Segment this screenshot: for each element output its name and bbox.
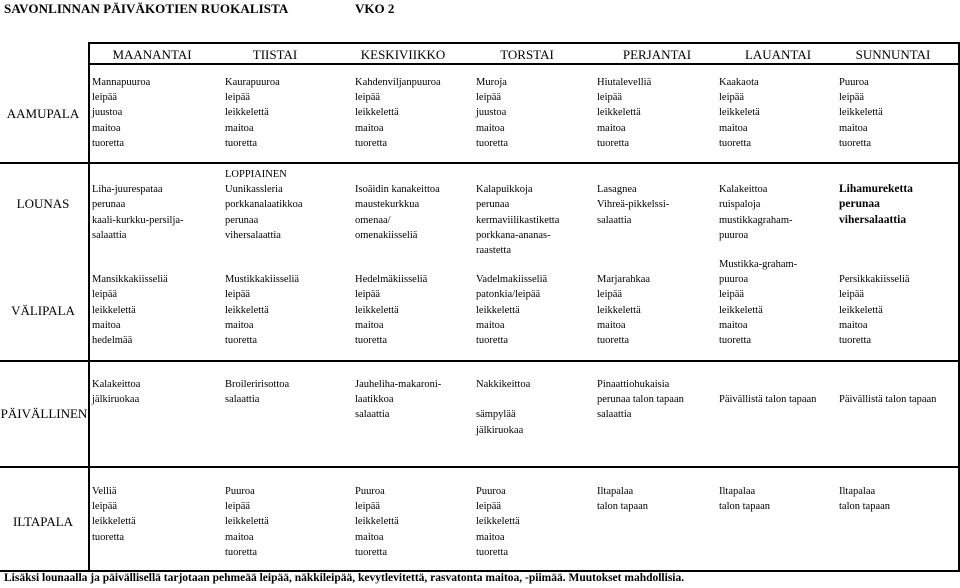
- menu-item: vihersalaattia: [225, 229, 281, 241]
- valipala-tuesday: [225, 257, 299, 348]
- menu-item: Vadelmakiisseliä: [476, 274, 548, 286]
- menu-item: salaattia: [92, 229, 127, 241]
- day-header-monday: MAANANTAI: [112, 47, 192, 62]
- menu-item: kaali-kurkku-persilja-: [92, 214, 184, 226]
- menu-item: tuoretta: [92, 137, 125, 149]
- paivallinen-wednesday: [355, 377, 441, 423]
- menu-item: [597, 167, 669, 182]
- menu-item: talon tapaan: [597, 501, 649, 513]
- iltapala-monday: [92, 484, 136, 545]
- menu-item: tuoretta: [597, 137, 630, 149]
- menu-item: perunaa talon tapaan: [597, 394, 684, 406]
- menu-item: leikkelettä: [476, 304, 520, 316]
- menu-item: [476, 257, 547, 272]
- valipala-monday: [92, 257, 168, 348]
- menu-item: leipää: [92, 289, 118, 301]
- menu-item: leikkelettä: [355, 304, 399, 316]
- menu-item: leikkelettä: [597, 304, 641, 316]
- aamupala-wednesday: [355, 75, 441, 151]
- menu-item: Nakkikeittoa: [476, 379, 531, 390]
- menu-item: maitoa: [355, 531, 384, 543]
- menu-item: Puuroa: [355, 486, 385, 497]
- menu-item: leipää: [719, 92, 745, 104]
- menu-item: Mansikkakiisseliä: [92, 274, 168, 286]
- valipala-wednesday: [355, 257, 427, 348]
- menu-item: mustikkagraham-: [719, 214, 793, 226]
- menu-item: salaattia: [597, 214, 632, 226]
- menu-item: Velliä: [92, 486, 117, 497]
- menu-item: porkkanalaatikkoa: [225, 199, 303, 211]
- day-header-saturday: LAUANTAI: [744, 47, 812, 62]
- menu-item: maitoa: [92, 319, 121, 331]
- menu-item: leikkelettä: [839, 107, 883, 119]
- day-header-wednesday: KESKIVIIKKO: [360, 47, 446, 62]
- menu-item: patonkia/leipää: [476, 289, 541, 301]
- menu-item: Kaakaota: [719, 77, 759, 88]
- menu-item: leipää: [225, 501, 251, 513]
- menu-item: Broileririsottoa: [225, 379, 290, 390]
- menu-item: [476, 392, 530, 407]
- menu-item: leipää: [225, 289, 251, 301]
- aamupala-saturday: [719, 75, 760, 151]
- row-label-aamupala: AAMUPALA: [6, 106, 80, 121]
- valipala-sunday: [839, 257, 910, 348]
- menu-item: leipää: [355, 501, 381, 513]
- row-label-paivallinen: PÄIVÄLLINEN: [0, 406, 88, 421]
- menu-item: maustekurkkua: [355, 199, 420, 211]
- divider: [0, 466, 960, 468]
- menu-item: sämpylää: [476, 409, 516, 421]
- valipala-thursday: [476, 257, 547, 348]
- menu-item: leikkelettä: [92, 304, 136, 316]
- valipala-saturday: [719, 257, 797, 348]
- menu-item: Muroja: [476, 77, 507, 88]
- menu-item: puuroa: [719, 229, 749, 241]
- menu-item: Liha-juurespataa: [92, 184, 163, 196]
- menu-item: Uunikassleria: [225, 184, 283, 196]
- menu-item: [719, 167, 792, 182]
- iltapala-tuesday: [225, 484, 269, 560]
- menu-item: [839, 377, 936, 392]
- menu-item: salaattia: [597, 409, 632, 421]
- menu-item: tuoretta: [476, 137, 509, 149]
- menu-item: Hiutalevelliä: [597, 77, 652, 88]
- menu-item: Iltapalaa: [597, 486, 634, 497]
- aamupala-monday: [92, 75, 150, 151]
- menu-item: [839, 167, 913, 182]
- menu-item: tuoretta: [719, 137, 752, 149]
- menu-item: leipää: [92, 501, 118, 513]
- menu-item: leikkelettä: [225, 516, 269, 528]
- menu-item: perunaa: [839, 198, 880, 211]
- menu-item: leipää: [225, 92, 251, 104]
- menu-item: leipää: [839, 92, 865, 104]
- menu-item: salaattia: [225, 394, 260, 406]
- menu-item: Puuroa: [839, 77, 869, 88]
- menu-item: Iltapalaa: [839, 486, 876, 497]
- menu-item: maitoa: [225, 122, 254, 134]
- menu-item: leipää: [719, 289, 745, 301]
- menu-item: Kalapuikkoja: [476, 184, 533, 196]
- menu-item: Mannapuuroa: [92, 77, 151, 88]
- menu-item: Isoäidin kanakeittoa: [355, 184, 440, 196]
- menu-item: tuoretta: [92, 531, 125, 543]
- menu-item: [225, 257, 299, 272]
- menu-item: Persikkakiisseliä: [839, 274, 910, 286]
- menu-item: maitoa: [355, 122, 384, 134]
- divider: [0, 162, 960, 164]
- menu-item: leipää: [92, 92, 118, 104]
- menu-item: perunaa: [476, 199, 510, 211]
- menu-item: tuoretta: [839, 137, 872, 149]
- menu-item: [719, 377, 816, 392]
- menu-item: omenaa/: [355, 214, 391, 226]
- menu-item: maitoa: [476, 122, 505, 134]
- menu-item: [839, 257, 910, 272]
- menu-item: leikkelettä: [839, 304, 883, 316]
- aamupala-friday: [597, 75, 651, 151]
- menu-item: leikkelettä: [225, 304, 269, 316]
- row-label-iltapala: ILTAPALA: [12, 514, 74, 529]
- menu-item: tuoretta: [225, 137, 258, 149]
- menu-item: salaattia: [355, 409, 390, 421]
- menu-item: maitoa: [225, 531, 254, 543]
- menu-item: tuoretta: [225, 334, 258, 346]
- day-header-friday: PERJANTAI: [622, 47, 692, 62]
- menu-item: [92, 167, 184, 182]
- divider: [88, 42, 90, 570]
- iltapala-wednesday: [355, 484, 399, 560]
- menu-item: tuoretta: [355, 334, 388, 346]
- menu-item: omenakiisseliä: [355, 229, 418, 241]
- day-header-sunday: SUNNUNTAI: [855, 47, 931, 62]
- menu-item: [355, 167, 440, 182]
- menu-item: tuoretta: [476, 334, 509, 346]
- menu-item: maitoa: [597, 122, 626, 134]
- paivallinen-tuesday: [225, 377, 289, 407]
- row-label-valipala: VÄLIPALA: [11, 303, 75, 318]
- menu-item: maitoa: [92, 122, 121, 134]
- menu-item: maitoa: [719, 319, 748, 331]
- menu-item: leikkelettä: [719, 304, 763, 316]
- menu-item: maitoa: [476, 319, 505, 331]
- divider: [88, 63, 960, 65]
- menu-item: perunaa: [92, 199, 126, 211]
- menu-item: Mustikkakiisseliä: [225, 274, 300, 286]
- day-header-tuesday: TIISTAI: [252, 47, 298, 62]
- menu-item: Päivällistä talon tapaan: [719, 394, 817, 406]
- menu-item: leikkeletä: [719, 107, 760, 119]
- menu-item: [355, 257, 427, 272]
- menu-item: tuoretta: [839, 334, 872, 346]
- divider: [0, 360, 960, 362]
- iltapala-friday: [597, 484, 648, 514]
- lounas-friday: [597, 167, 669, 228]
- menu-item: leikkelettä: [355, 107, 399, 119]
- menu-item: Päivällistä talon tapaan: [839, 394, 937, 406]
- menu-item: ruispaloja: [719, 199, 761, 211]
- menu-item: jälkiruokaa: [476, 424, 524, 436]
- menu-item: Kalakeittoa: [92, 379, 141, 390]
- holiday-label: LOPPIAINEN: [225, 169, 287, 180]
- menu-item: tuoretta: [597, 334, 630, 346]
- menu-item: Lasagnea: [597, 184, 637, 196]
- aamupala-thursday: [476, 75, 508, 151]
- menu-item: maitoa: [355, 319, 384, 331]
- menu-item: Kahdenviljanpuuroa: [355, 77, 441, 88]
- menu-item: leipää: [476, 501, 502, 513]
- menu-item: leipää: [597, 289, 623, 301]
- menu-item: leipää: [476, 92, 502, 104]
- menu-item: Kalakeittoa: [719, 184, 768, 196]
- menu-item: raastetta: [476, 244, 511, 256]
- menu-item: Hedelmäkiisseliä: [355, 274, 428, 286]
- menu-item: Marjarahkaa: [597, 274, 651, 286]
- lounas-saturday: [719, 167, 792, 243]
- menu-item: Lihamureketta: [839, 183, 913, 196]
- menu-item: talon tapaan: [839, 501, 891, 513]
- day-header-thursday: TORSTAI: [500, 47, 554, 62]
- menu-item: maitoa: [597, 319, 626, 331]
- menu-item: leikkelettä: [225, 107, 269, 119]
- aamupala-tuesday: [225, 75, 280, 151]
- menu-item: hedelmää: [92, 334, 133, 346]
- menu-item: Iltapalaa: [719, 486, 756, 497]
- menu-item: Pinaattiohukaisia: [597, 379, 670, 390]
- menu-item: maitoa: [476, 531, 505, 543]
- row-label-lounas: LOUNAS: [16, 196, 70, 211]
- lounas-thursday: [476, 167, 559, 258]
- menu-item: [92, 257, 168, 272]
- menu-item: kermaviilikastiketta: [476, 214, 560, 226]
- menu-item: leikkelettä: [92, 516, 136, 528]
- menu-item: Jauheliha-makaroni-: [355, 379, 442, 390]
- menu-item: Puuroa: [476, 486, 506, 497]
- lounas-monday: [92, 167, 184, 243]
- menu-item: laatikkoa: [355, 394, 394, 406]
- menu-item: puuroa: [719, 274, 749, 286]
- paivallinen-thursday: [476, 377, 530, 438]
- menu-item: maitoa: [839, 319, 868, 331]
- divider: [88, 42, 960, 44]
- menu-item: leipää: [839, 289, 865, 301]
- menu-item: maitoa: [839, 122, 868, 134]
- menu-item: [476, 167, 559, 182]
- menu-item: tuoretta: [355, 137, 388, 149]
- menu-item: leikkelettä: [355, 516, 399, 528]
- menu-item: leipää: [355, 289, 381, 301]
- menu-item: vihersalaattia: [839, 213, 907, 226]
- menu-item: juustoa: [92, 107, 123, 119]
- aamupala-sunday: [839, 75, 883, 151]
- paivallinen-friday: [597, 377, 684, 423]
- menu-item: [597, 257, 650, 272]
- lounas-sunday: [839, 167, 913, 228]
- week-label: VKO 2: [355, 1, 395, 16]
- menu-item: perunaa: [225, 214, 259, 226]
- menu-item: maitoa: [719, 122, 748, 134]
- footer-note: Lisäksi lounaalla ja päivällisellä tarjotaan pehmeää leipää, näkkileipää, kevytlevitettä, rasvatonta maitoa, -piimää. Muutokset mahdollisia.: [4, 572, 685, 584]
- iltapala-thursday: [476, 484, 520, 560]
- menu-item: leikkelettä: [476, 516, 520, 528]
- page-title: SAVONLINNAN PÄIVÄKOTIEN RUOKALISTA: [4, 1, 289, 16]
- menu-item: juustoa: [476, 107, 507, 119]
- iltapala-saturday: [719, 484, 770, 514]
- paivallinen-monday: [92, 377, 140, 407]
- menu-item: talon tapaan: [719, 501, 771, 513]
- valipala-friday: [597, 257, 650, 348]
- menu-item: leipää: [355, 92, 381, 104]
- paivallinen-sunday: [839, 377, 936, 407]
- menu-item: Vihreä-pikkelssi-: [597, 199, 670, 211]
- menu-item: maitoa: [225, 319, 254, 331]
- menu-item: tuoretta: [225, 546, 258, 558]
- menu-item: jälkiruokaa: [92, 394, 140, 406]
- menu-item: Kaurapuuroa: [225, 77, 280, 88]
- menu-item: Puuroa: [225, 486, 255, 497]
- menu-item: tuoretta: [355, 546, 388, 558]
- iltapala-sunday: [839, 484, 890, 514]
- paivallinen-saturday: [719, 377, 816, 407]
- menu-item: leikkelettä: [597, 107, 641, 119]
- menu-item: porkkana-ananas-: [476, 229, 551, 241]
- menu-item: Mustikka-graham-: [719, 259, 798, 270]
- lounas-wednesday: [355, 167, 440, 243]
- menu-item: leipää: [597, 92, 623, 104]
- menu-item: tuoretta: [476, 546, 509, 558]
- lounas-tuesday: [225, 167, 303, 243]
- menu-item: tuoretta: [719, 334, 752, 346]
